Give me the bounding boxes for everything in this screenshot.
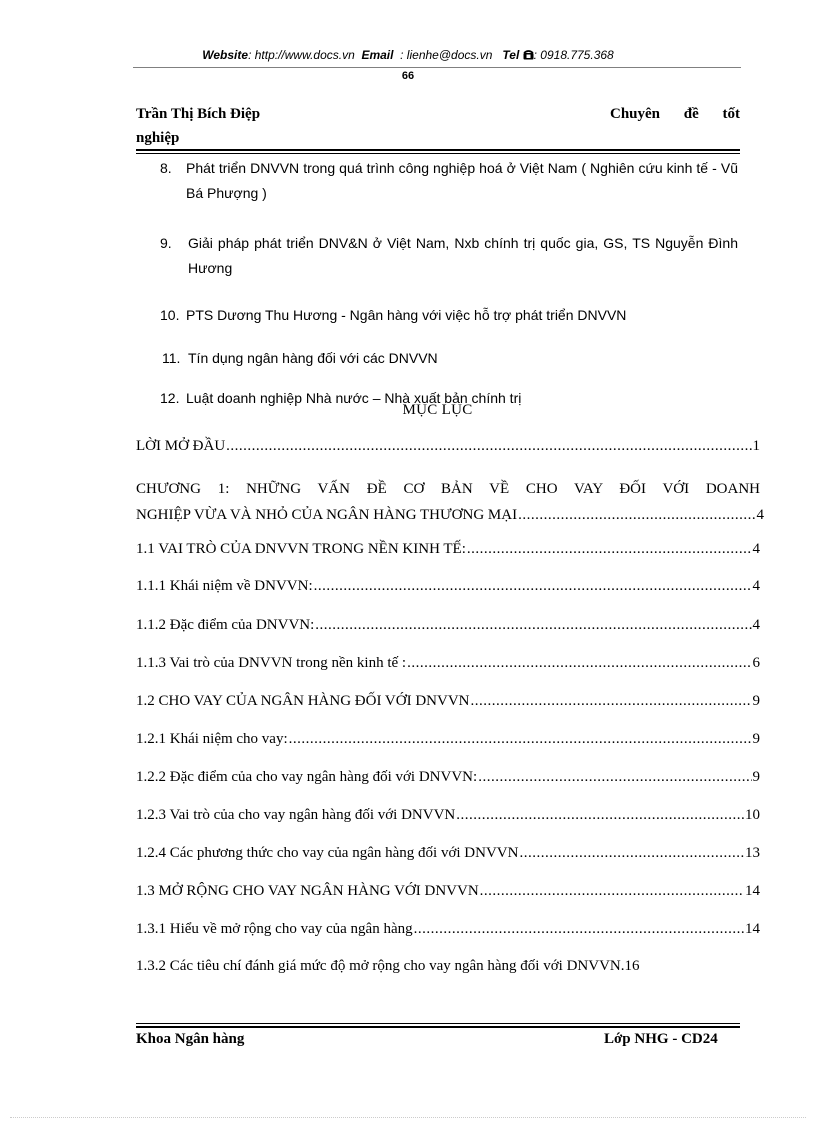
reference-number: 8. [160,160,172,176]
toc-entry[interactable] [136,693,760,710]
tel-value: : 0918.775.368 [533,48,614,62]
site-header [0,48,816,62]
reference-item [160,156,738,206]
running-header-author: Trần Thị Bích Điệp [136,106,261,122]
toc-entry-label: 1.2.3 Vai trò của cho vay ngân hàng đối với DNVVN [136,807,456,823]
toc-leader [478,769,751,786]
header-divider [133,67,741,68]
toc-entry-label-cont: NGHIỆP VỪA VÀ NHỎ CỦA NGÂN HÀNG THƯƠNG MẠI [136,507,518,523]
toc-entry-page: 14 [745,921,760,937]
toc-entry-page: 14 [745,883,760,899]
toc-title: MỤC LỤC [402,402,473,418]
toc-entry-page: 1 [752,438,760,454]
page-edge [10,1117,806,1118]
running-header-rule [136,153,740,154]
toc-leader [456,807,744,824]
toc-entry-label: 1.2.4 Các phương thức cho vay của ngân hàng đối với DNVVN [136,845,519,861]
toc-entry-label: 1.1 VAI TRÒ CỦA DNVVN TRONG NỀN KINH TẾ: [136,541,466,557]
toc-entry[interactable] [136,921,760,938]
toc-leader [407,655,751,672]
reference-number: 12. [160,390,180,406]
reference-text: Giải pháp phát triển DNV&N ở Việt Nam, Nxb chính trị quốc gia, GS, TS Nguyễn Đình Hương [188,235,738,276]
toc-entry-page: 6 [752,655,760,671]
toc-leader [315,617,751,634]
running-header-rule [136,149,740,151]
topic-word: đề [683,106,699,122]
reference-text: Luật doanh nghiệp Nhà nước – Nhà xuất bản chính trị [186,390,522,406]
reference-number: 10. [160,307,180,323]
website-label: Website [202,48,249,62]
toc-entry-label: 1.1.3 Vai trò của DNVVN trong nền kinh tế : [136,655,407,671]
email-label: Email [361,48,394,62]
toc-entry[interactable] [136,845,760,862]
reference-number: 9. [160,235,172,251]
toc-leader [414,921,744,938]
footer-department: Khoa Ngân hàng [136,1031,245,1047]
reference-item [160,231,738,281]
page-number: 66 [401,70,415,82]
toc-leader [471,693,752,710]
toc-entry-page: 16 [624,958,640,974]
toc-leader [289,731,752,748]
website-value[interactable]: : http://www.docs.vn [248,48,355,62]
toc-entry-label: 1.2.2 Đặc điểm của cho vay ngân hàng đối với DNVVN: [136,769,478,785]
footer-rule [136,1026,740,1028]
reference-number: 11. [162,350,181,366]
toc-entry-page: 4 [756,507,764,523]
toc-entry[interactable] [136,655,760,672]
toc-entry[interactable] [136,541,760,558]
reference-text: Tín dụng ngân hàng đối với các DNVVN [188,350,438,366]
toc-entry-label: 1.3.2 Các tiêu chí đánh giá mức độ mở rộng cho vay ngân hàng đối với DNVVN. [136,958,625,974]
toc-leader [480,883,744,900]
toc-entry-chapter1[interactable] [136,476,764,528]
toc-leader [467,541,752,558]
toc-entry[interactable] [136,769,760,786]
running-header-topic-cont: nghiệp [136,130,180,146]
tel-label: Tel [502,48,520,62]
toc-entry-page: 9 [752,693,760,709]
toc-entry-label: 1.2.1 Khái niệm cho vay: [136,731,288,747]
toc-entry[interactable] [136,578,760,595]
phone-icon [523,48,534,62]
footer-class: Lớp NHG - CD24 [604,1031,718,1047]
toc-entry-label: 1.1.2 Đặc điểm của DNVVN: [136,617,315,633]
topic-word: Chuyên [610,106,661,122]
toc-entry-label: CHƯƠNG 1: NHỮNG VẤN ĐỀ CƠ BẢN VỀ CHO VAY ĐỐI VỚI DOANH [136,481,760,497]
topic-word: tốt [722,106,740,122]
toc-entry-page: 9 [752,731,760,747]
reference-text: Phát triển DNVVN trong quá trình công nghiệp hoá ở Việt Nam ( Nghiên cứu kinh tế - Vũ Bá Phượng ) [186,160,738,201]
email-value[interactable]: : lienhe@docs.vn [400,48,493,62]
toc-entry-label: 1.2 CHO VAY CỦA NGÂN HÀNG ĐỐI VỚI DNVVN [136,693,470,709]
running-header-topic [610,106,740,123]
toc-entry-label: 1.3 MỞ RỘNG CHO VAY NGÂN HÀNG VỚI DNVVN [136,883,479,899]
toc-entry[interactable] [136,617,760,634]
toc-entry-page: 4 [752,617,760,633]
reference-text: PTS Dương Thu Hương - Ngân hàng với việc hỗ trợ phát triển DNVVN [186,307,627,323]
toc-entry[interactable] [136,438,760,455]
toc-leader [314,578,752,595]
toc-leader [519,845,744,862]
toc-entry[interactable] [136,807,760,824]
toc-entry[interactable] [136,958,761,975]
toc-entry-label: 1.3.1 Hiểu về mở rộng cho vay của ngân hàng [136,921,413,937]
toc-entry-page: 9 [752,769,760,785]
toc-entry-label: 1.1.1 Khái niệm về DNVVN: [136,578,313,594]
footer-rule [136,1023,740,1024]
toc-entry-page: 4 [752,578,760,594]
toc-entry[interactable] [136,883,760,900]
toc-leader [226,438,751,455]
reference-list [160,156,738,411]
toc-entry-label: LỜI MỞ ĐẦU [136,438,226,454]
toc-entry-page: 10 [745,807,760,823]
toc-entry-page: 13 [745,845,760,861]
toc-leader [518,502,755,528]
toc-entry-page: 4 [752,541,760,557]
reference-item [160,346,738,371]
toc-entry[interactable] [136,731,760,748]
reference-item [160,303,738,328]
